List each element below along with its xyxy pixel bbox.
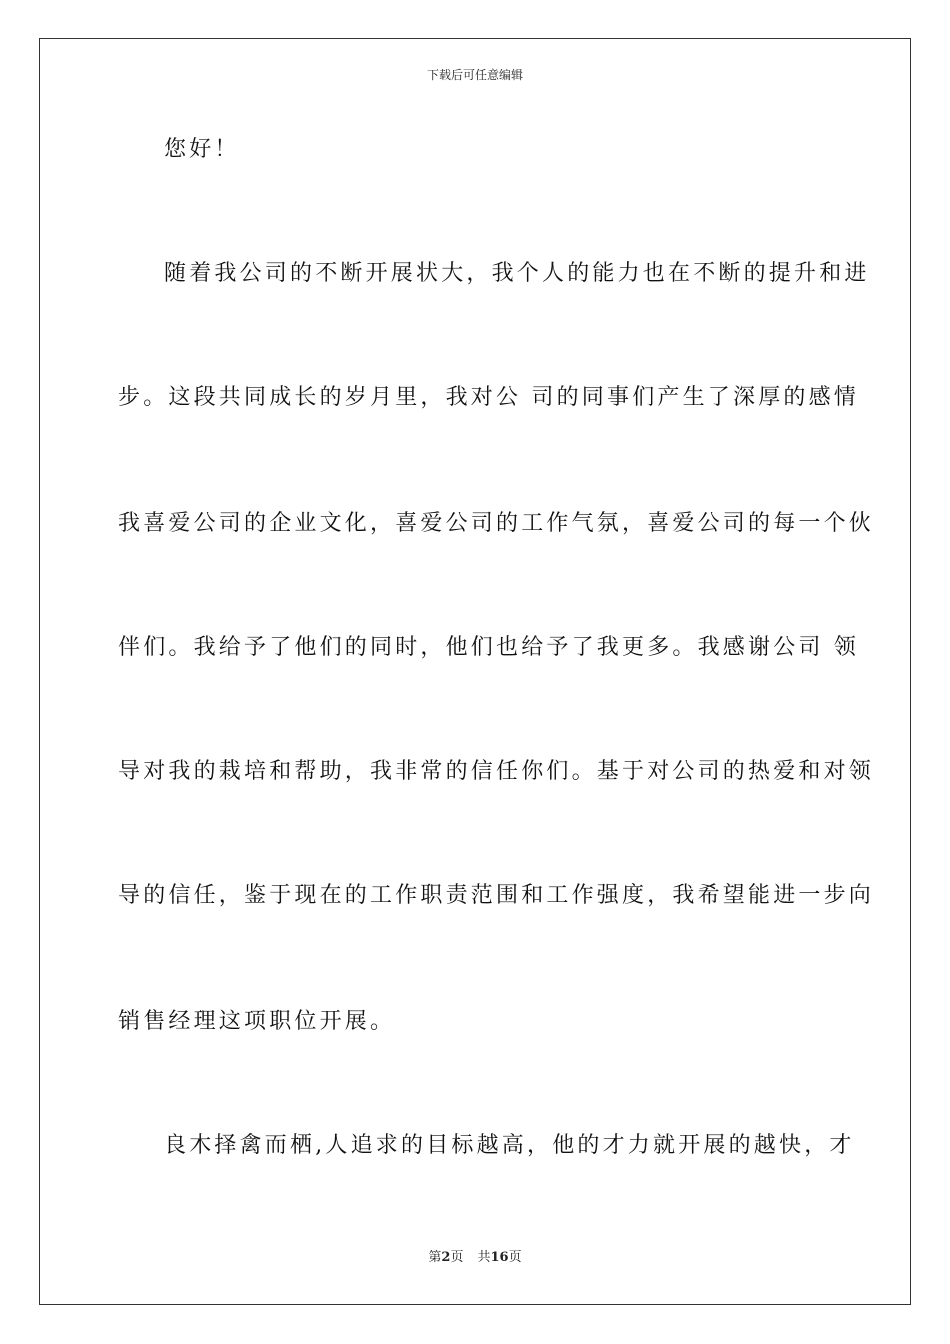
- body-line-1: 随着我公司的不断开展状大，我个人的能力也在不断的提升和进: [164, 261, 870, 286]
- body-line-2: 步。这段共同成长的岁月里，我对公 司的同事们产生了深厚的感情: [118, 385, 859, 410]
- greeting-line: 您好！: [164, 137, 240, 162]
- page-prefix: 第: [428, 1250, 442, 1265]
- body-line-5: 导对我的栽培和帮助，我非常的信任你们。基于对公司的热爱和对领: [118, 759, 875, 784]
- body-line-3: 我喜爱公司的企业文化，喜爱公司的工作气氛，喜爱公司的每一个伙: [118, 511, 875, 536]
- body-line-7: 销售经理这项职位开展。: [118, 1009, 396, 1034]
- total-pages: 16: [490, 1250, 509, 1265]
- page-footer: [0, 1250, 950, 1266]
- body-line-6: 导的信任，鉴于现在的工作职责范围和工作强度，我希望能进一步向: [118, 883, 875, 908]
- total-suffix: 页: [508, 1250, 522, 1265]
- page-suffix: 页: [450, 1250, 464, 1265]
- total-prefix: 共: [477, 1250, 491, 1265]
- body-line-8: 良木择禽而栖,人追求的目标越高，他的才力就开展的越快，才: [164, 1133, 855, 1158]
- page-border: [39, 38, 911, 1305]
- header-note: 下载后可任意编辑: [426, 68, 523, 82]
- page-number: 2: [441, 1250, 451, 1265]
- body-line-4: 伴们。我给予了他们的同时，他们也给予了我更多。我感谢公司 领: [118, 635, 859, 660]
